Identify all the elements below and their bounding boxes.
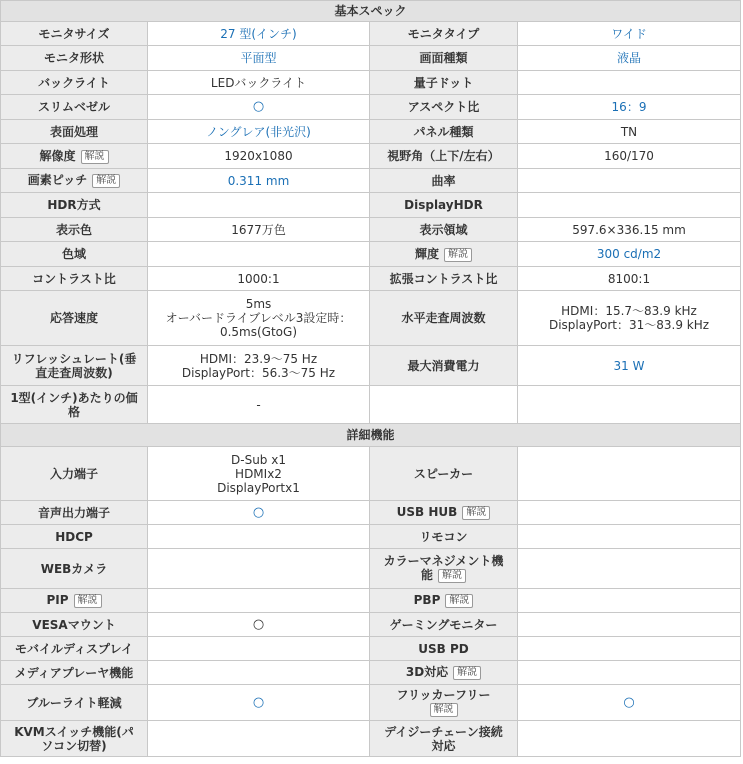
label-quantum-dot: 量子ドット [370, 71, 518, 95]
help-button-pbp[interactable]: 解説 [445, 594, 473, 608]
label-daisy-chain [370, 721, 518, 757]
value-input-line: HDMIx2 [235, 466, 282, 481]
label-display-area: 表示領域 [370, 218, 518, 242]
value-h-freq-line: DisplayPort：31～83.9 kHz [548, 318, 710, 332]
value-speaker [518, 447, 741, 501]
value-hdcp [148, 525, 370, 549]
value-monitor-type[interactable]: ワイド [518, 22, 741, 46]
label-hdr: HDR方式 [1, 193, 148, 218]
value-pip [148, 589, 370, 613]
label-h-freq: 水平走査周波数 [370, 291, 518, 346]
label-refresh-line: リフレッシュレート(垂 [11, 351, 137, 366]
label-kvm-line: KVMスイッチ機能(パ [14, 724, 134, 739]
value-response [148, 291, 370, 346]
value-webcam [148, 549, 370, 589]
value-curvature [518, 169, 741, 193]
label-view-angle: 視野角（上下/左右） [370, 144, 518, 169]
value-monitor-size[interactable]: 27 型(インチ) [148, 22, 370, 46]
value-refresh [148, 346, 370, 386]
label-daisy-chain-line: デイジーチェーン接続 [384, 724, 503, 739]
label-colors: 表示色 [1, 218, 148, 242]
value-daisy-chain [518, 721, 741, 757]
label-speaker: スピーカー [370, 447, 518, 501]
label-refresh-line: 直走査周波数) [35, 365, 113, 380]
value-gaming [518, 613, 741, 637]
label-price-line: 格 [67, 404, 80, 419]
label-surface: 表面処理 [1, 120, 148, 144]
value-displayhdr [518, 193, 741, 218]
label-response: 応答速度 [1, 291, 148, 346]
value-slim-bezel[interactable]: ○ [148, 95, 370, 120]
label-price-per-inch [1, 386, 148, 424]
label-color-mgmt-line: 能 [420, 568, 433, 582]
value-refresh-line: HDMI：23.9～75 Hz [199, 351, 318, 366]
value-aspect[interactable]: 16：9 [518, 95, 741, 120]
label-backlight: バックライト [1, 71, 148, 95]
label-input: 入力端子 [1, 447, 148, 501]
value-pixel-pitch[interactable]: 0.311 mm [148, 169, 370, 193]
label-screen-kind: 画面種類 [370, 46, 518, 71]
help-button-flicker-free[interactable]: 解説 [430, 703, 458, 717]
label-refresh [1, 346, 148, 386]
value-view-angle: 160/170 [518, 144, 741, 169]
value-panel: TN [518, 120, 741, 144]
value-power[interactable]: 31 W [518, 346, 741, 386]
value-colors: 1677万色 [148, 218, 370, 242]
value-input [148, 447, 370, 501]
label-webcam: WEBカメラ [1, 549, 148, 589]
value-blue-light[interactable]: ○ [148, 685, 370, 721]
label-blue-light: ブルーライト軽減 [1, 685, 148, 721]
label-3d-text: 3D対応 [405, 665, 449, 679]
label-resolution [1, 144, 148, 169]
value-kvm [148, 721, 370, 757]
value-backlight: LEDバックライト [148, 71, 370, 95]
label-pbp-text: PBP [413, 593, 441, 607]
value-hdr [148, 193, 370, 218]
value-color-mgmt [518, 549, 741, 589]
label-kvm [1, 721, 148, 757]
help-button-resolution[interactable]: 解説 [81, 150, 109, 164]
help-button-color-mgmt[interactable]: 解説 [438, 569, 466, 583]
label-panel: パネル種類 [370, 120, 518, 144]
label-ext-contrast: 拡張コントラスト比 [370, 267, 518, 291]
label-contrast: コントラスト比 [1, 267, 148, 291]
label-pbp [370, 589, 518, 613]
label-flicker-free [370, 685, 518, 721]
label-pixel-pitch-text: 画素ピッチ [27, 173, 88, 187]
label-curvature: 曲率 [370, 169, 518, 193]
label-hdcp: HDCP [1, 525, 148, 549]
label-media-player: メディアプレーヤ機能 [1, 661, 148, 685]
label-gamut: 色域 [1, 242, 148, 267]
section-header-basic: 基本スペック [1, 1, 741, 22]
value-contrast: 1000:1 [148, 267, 370, 291]
value-3d [518, 661, 741, 685]
label-slim-bezel: スリムベゼル [1, 95, 148, 120]
empty-cell [370, 386, 518, 424]
value-response-line: 5ms [245, 297, 272, 311]
label-monitor-size: モニタサイズ [1, 22, 148, 46]
value-resolution: 1920x1080 [148, 144, 370, 169]
empty-cell [518, 386, 741, 424]
label-gaming: ゲーミングモニター [370, 613, 518, 637]
help-button-brightness[interactable]: 解説 [444, 248, 472, 262]
label-audio-out: 音声出力端子 [1, 501, 148, 525]
value-input-line: DisplayPortx1 [217, 480, 300, 495]
label-pip-text: PIP [46, 593, 69, 607]
label-aspect: アスペクト比 [370, 95, 518, 120]
help-button-3d[interactable]: 解説 [453, 666, 481, 680]
value-ext-contrast: 8100:1 [518, 267, 741, 291]
label-usb-pd: USB PD [370, 637, 518, 661]
value-input-line: D-Sub x1 [231, 452, 286, 467]
label-color-mgmt-line: カラーマネジメント機 [383, 554, 504, 568]
value-response-line: オーバードライブレベル3設定時： [165, 311, 352, 325]
help-button-pip[interactable]: 解説 [74, 594, 102, 608]
label-pixel-pitch [1, 169, 148, 193]
label-daisy-chain-line: 対応 [431, 738, 456, 753]
value-mobile [148, 637, 370, 661]
label-monitor-type: モニタタイプ [370, 22, 518, 46]
value-surface[interactable]: ノングレア(非光沢) [148, 120, 370, 144]
value-response-line: 0.5ms(GtoG) [219, 325, 298, 339]
label-mobile: モバイルディスプレイ [1, 637, 148, 661]
value-remote [518, 525, 741, 549]
value-monitor-shape[interactable]: 平面型 [148, 46, 370, 71]
label-pip [1, 589, 148, 613]
label-kvm-line: ソコン切替) [41, 738, 107, 753]
value-h-freq-line: HDMI：15.7～83.9 kHz [561, 304, 697, 318]
value-vesa: ○ [148, 613, 370, 637]
label-displayhdr: DisplayHDR [370, 193, 518, 218]
help-button-usb-hub[interactable]: 解説 [462, 506, 490, 520]
value-brightness[interactable]: 300 cd/m2 [518, 242, 741, 267]
value-gamut [148, 242, 370, 267]
value-quantum-dot [518, 71, 741, 95]
help-button-pixel-pitch[interactable]: 解説 [92, 174, 120, 188]
value-h-freq [518, 291, 741, 346]
label-resolution-text: 解像度 [39, 148, 76, 163]
value-audio-out[interactable]: ○ [148, 501, 370, 525]
label-price-line: 1型(インチ)あたりの価 [10, 390, 138, 405]
label-3d [370, 661, 518, 685]
value-usb-hub [518, 501, 741, 525]
value-media-player [148, 661, 370, 685]
value-price-per-inch: - [148, 386, 370, 424]
label-power: 最大消費電力 [370, 346, 518, 386]
label-flicker-free-text: フリッカーフリー [396, 688, 491, 702]
value-refresh-line: DisplayPort：56.3～75 Hz [181, 365, 336, 380]
value-screen-kind[interactable]: 液晶 [518, 46, 741, 71]
value-usb-pd [518, 637, 741, 661]
label-usb-hub-text: USB HUB [396, 505, 458, 519]
label-color-mgmt [370, 549, 518, 589]
value-display-area: 597.6×336.15 mm [518, 218, 741, 242]
value-flicker-free[interactable]: ○ [518, 685, 741, 721]
label-vesa: VESAマウント [1, 613, 148, 637]
value-pbp [518, 589, 741, 613]
label-brightness-text: 輝度 [414, 246, 439, 261]
label-usb-hub [370, 501, 518, 525]
section-header-detail: 詳細機能 [1, 424, 741, 447]
label-remote: リモコン [370, 525, 518, 549]
label-brightness [370, 242, 518, 267]
label-monitor-shape: モニタ形状 [1, 46, 148, 71]
